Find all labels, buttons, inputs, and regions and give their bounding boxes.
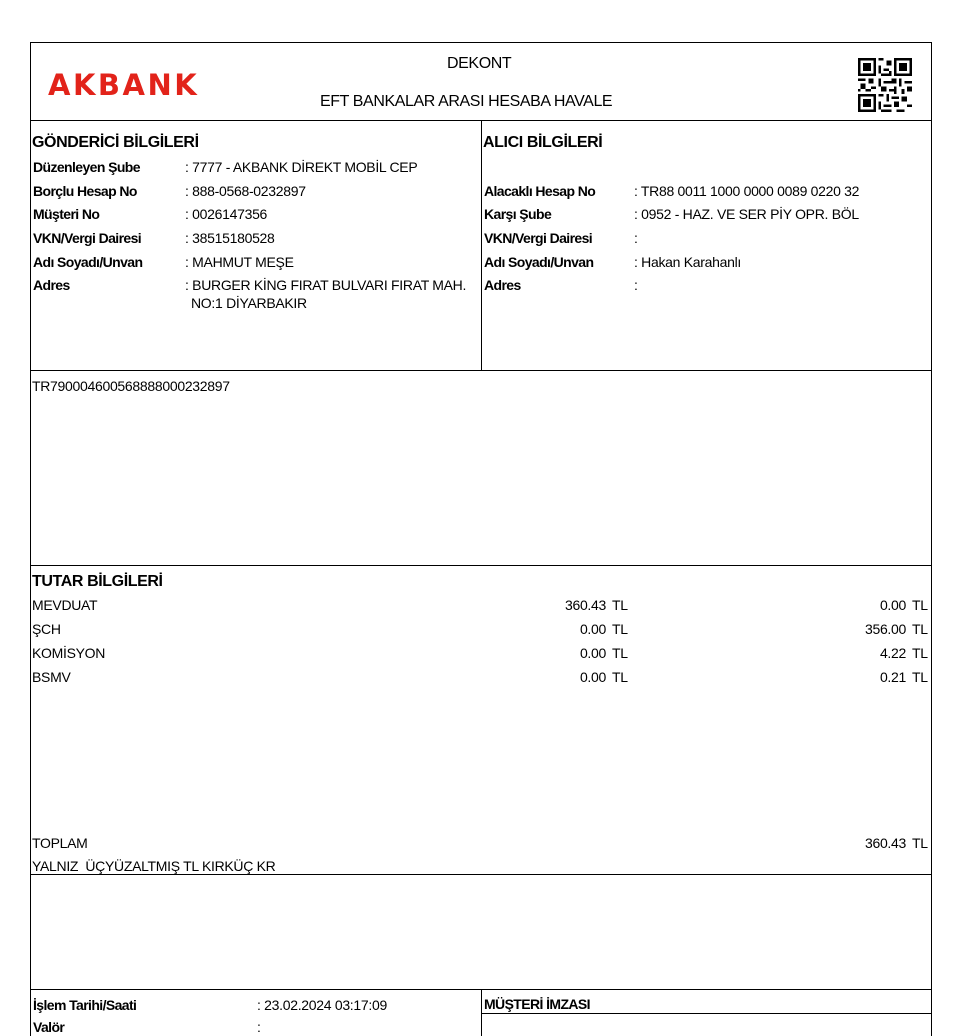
sender-tax-value: : 38515180528	[185, 230, 275, 246]
transaction-date-value: : 23.02.2024 03:17:09	[257, 997, 387, 1013]
amount-row-name: MEVDUAT	[32, 597, 98, 613]
amount-row-col2: 356.00	[864, 621, 906, 637]
receiver-name-label: Adı Soyadı/Unvan	[484, 254, 594, 270]
amount-row-col2-currency: TL	[912, 669, 928, 685]
sender-section-title: GÖNDERİCİ BİLGİLERİ	[32, 134, 199, 151]
amount-row-col2: 0.00	[879, 597, 906, 613]
amount-row-col1-currency: TL	[612, 597, 628, 613]
sender-account-label: Borçlu Hesap No	[33, 183, 137, 199]
receiver-address-label: Adres	[484, 277, 521, 293]
receiver-tax-value: :	[634, 230, 638, 246]
customer-signature-title: MÜŞTERİ İMZASI	[484, 996, 590, 1012]
amount-row-col1-currency: TL	[612, 645, 628, 661]
amount-row-col1-currency: TL	[612, 669, 628, 685]
valor-value: :	[257, 1019, 261, 1035]
document-title: DEKONT	[447, 55, 512, 72]
transaction-date-label: İşlem Tarihi/Saati	[33, 997, 137, 1013]
sender-branch-value: : 7777 - AKBANK DİREKT MOBİL CEP	[185, 159, 418, 175]
amount-row-col1: 0.00	[579, 669, 606, 685]
amount-row-name: ŞCH	[32, 621, 61, 637]
receiver-branch-value: : 0952 - HAZ. VE SER PİY OPR. BÖL	[634, 206, 859, 222]
sender-customer-no-value: : 0026147356	[185, 206, 268, 222]
sender-name-label: Adı Soyadı/Unvan	[33, 254, 143, 270]
amount-row-col2-currency: TL	[912, 621, 928, 637]
receiver-tax-label: VKN/Vergi Dairesi	[484, 230, 593, 246]
party-section-divider	[30, 370, 932, 371]
amount-row-col1: 0.00	[579, 621, 606, 637]
receiver-address-value: :	[634, 277, 638, 293]
amount-row-col2-currency: TL	[912, 597, 928, 613]
receiver-account-value: : TR88 0011 1000 0000 0089 0220 32	[634, 183, 860, 199]
signature-underline	[481, 1013, 932, 1014]
sender-branch-label: Düzenleyen Şube	[33, 159, 140, 175]
amount-row-col1: 360.43	[564, 597, 606, 613]
amount-row-col1: 0.00	[579, 645, 606, 661]
sender-account-value: : 888-0568-0232897	[185, 183, 306, 199]
receiver-name-value: : Hakan Karahanlı	[634, 254, 741, 270]
description-divider	[30, 565, 932, 566]
amount-row-col2: 4.22	[879, 645, 906, 661]
amount-row-name: KOMİSYON	[32, 645, 106, 661]
amount-row-col2-currency: TL	[912, 645, 928, 661]
amount-row-col1-currency: TL	[612, 621, 628, 637]
amounts-section-title: TUTAR BİLGİLERİ	[32, 573, 163, 590]
akbank-logo: AKBANK	[48, 68, 200, 102]
sender-tax-label: VKN/Vergi Dairesi	[33, 230, 142, 246]
total-value: 360.43	[864, 835, 906, 851]
total-currency: TL	[912, 835, 928, 851]
amounts-divider	[30, 874, 932, 875]
qr-code-icon	[858, 58, 912, 112]
receiver-branch-label: Karşı Şube	[484, 206, 552, 222]
sender-customer-no-label: Müşteri No	[33, 206, 100, 222]
frame-left-border	[30, 42, 31, 1036]
frame-right-border	[931, 42, 932, 1036]
sender-name-value: : MAHMUT MEŞE	[185, 254, 294, 270]
total-in-words: YALNIZ ÜÇYÜZALTMIŞ TL KIRKÜÇ KR	[32, 858, 276, 874]
total-label: TOPLAM	[32, 835, 88, 851]
frame-top-border	[30, 42, 932, 43]
document-subtitle: EFT BANKALAR ARASI HESABA HAVALE	[320, 93, 613, 110]
amount-row-name: BSMV	[32, 669, 71, 685]
receiver-account-label: Alacaklı Hesap No	[484, 183, 596, 199]
sender-address-value: : BURGER KİNG FIRAT BULVARI FIRAT MAH.	[185, 277, 467, 293]
transfer-description: TR790004600568888000232897	[32, 378, 230, 394]
sender-address-value-line2: NO:1 DİYARBAKIR	[191, 295, 307, 311]
amount-row-col2: 0.21	[879, 669, 906, 685]
receiver-section-title: ALICI BİLGİLERİ	[483, 134, 603, 151]
valor-label: Valör	[33, 1019, 65, 1035]
party-column-divider	[481, 121, 482, 370]
sender-address-label: Adres	[33, 277, 70, 293]
